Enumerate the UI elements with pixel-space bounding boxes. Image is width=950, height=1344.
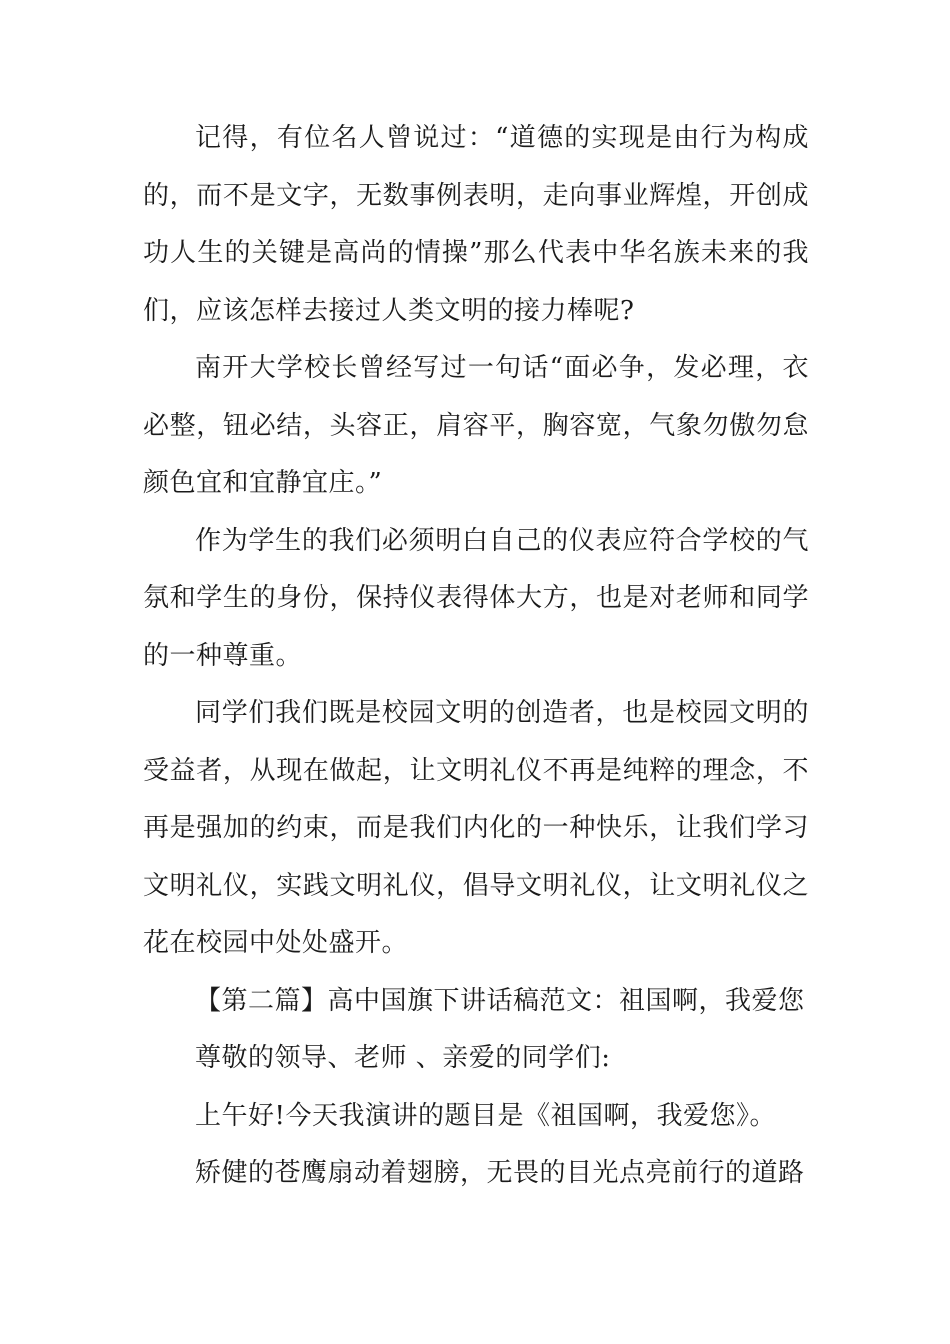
paragraph-student-appearance: 作为学生的我们必须明白自己的仪表应符合学校的气氛和学生的身份，保持仪表得体大方，也是对老师和同学的一种尊重。 (143, 525, 809, 671)
paragraph-morality-quote: 记得，有位名人曾说过：“道德的实现是由行为构成的，而不是文字，无数事例表明，走向事业辉煌，开创成功人生的关键是高尚的情操”那么代表中华名族未来的我们，应该怎样去接过人类文明的接力棒呢? (143, 123, 809, 326)
document-body (143, 110, 809, 1203)
section-heading: 【第二篇】高中国旗下讲话稿范文：祖国啊，我爱您 (195, 985, 805, 1016)
closing-line: 矫健的苍鹰扇动着翅膀，无畏的目光点亮前行的道路 (195, 1158, 805, 1188)
greeting: 上午好!今天我演讲的题目是《祖国啊，我爱您》。 (195, 1100, 776, 1131)
paragraph-campus-civility: 同学们我们既是校园文明的创造者，也是校园文明的受益者，从现在做起，让文明礼仪不再是纯粹的理念，不再是强加的约束，而是我们内化的一种快乐，让我们学习文明礼仪，实践文明礼仪，倡导文明礼仪，让文明礼仪之花在校园中处处盛开。 (143, 698, 809, 958)
salutation: 尊敬的领导、老师 、亲爱的同学们: (195, 1043, 611, 1073)
paragraph-nankai-motto: 南开大学校长曾经写过一句话“面必争，发必理，衣必整，钮必结，头容正，肩容平，胸容宽，气象勿傲勿怠颜色宜和宜静宜庄。” (143, 353, 809, 498)
